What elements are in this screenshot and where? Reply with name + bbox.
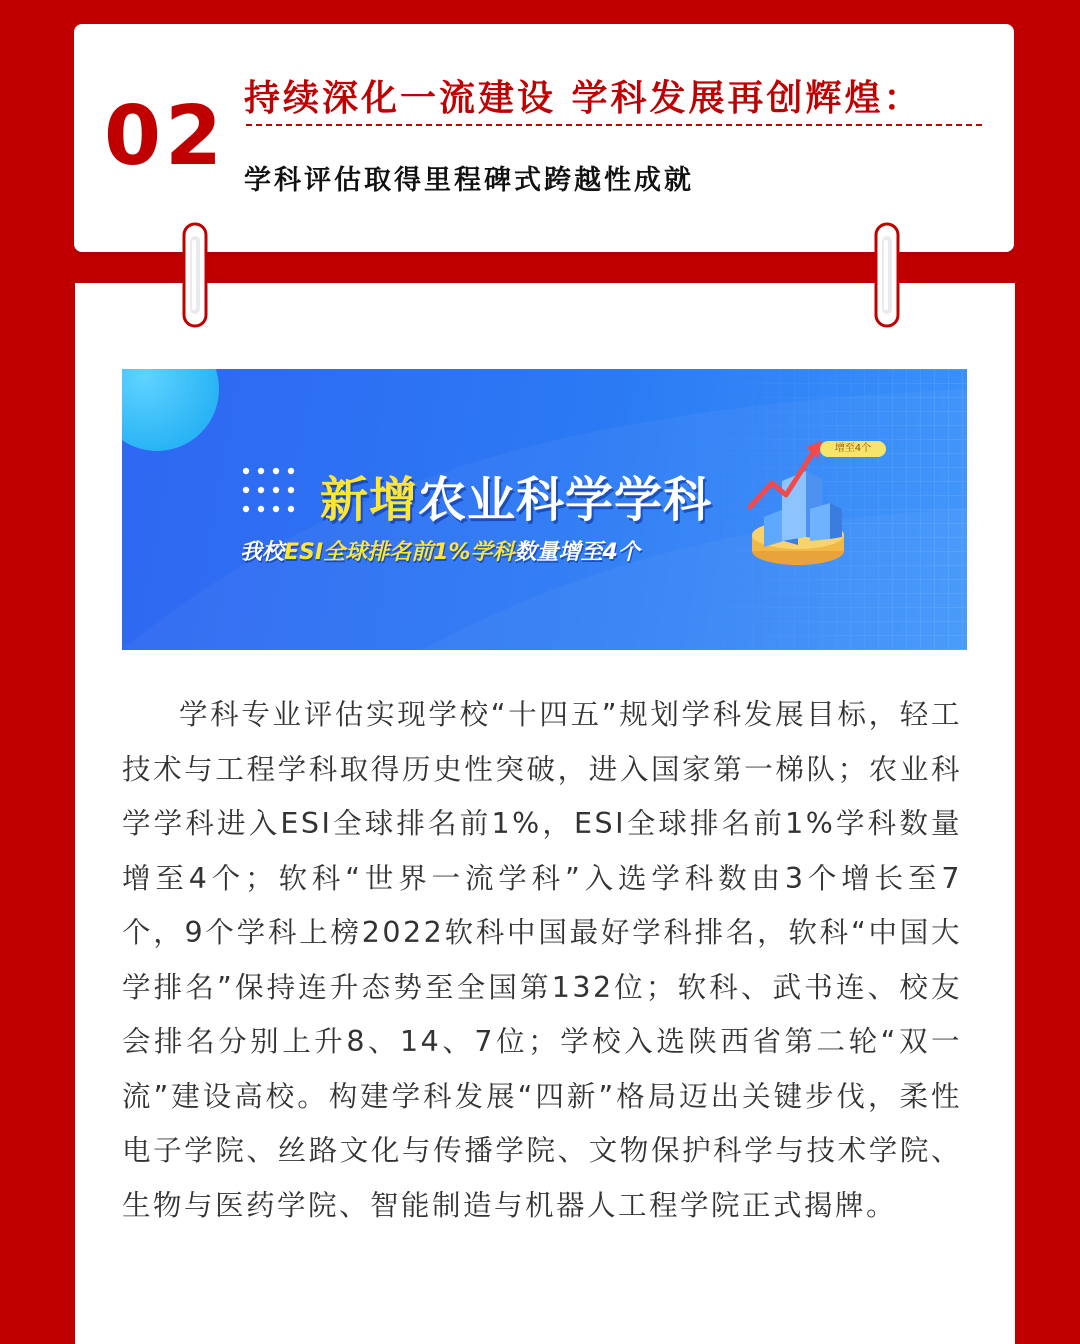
banner-subtitle-highlight: ESI全球排名前1%学科 — [284, 540, 515, 565]
banner — [122, 369, 967, 650]
banner-title — [320, 461, 712, 530]
binder-ring-left-icon — [180, 222, 210, 328]
section-subtitle: 学科评估取得里程碑式跨越性成就 — [244, 165, 694, 196]
banner-subtitle-suffix: 数量增至4个 — [514, 540, 640, 565]
header-card — [74, 24, 1014, 252]
banner-title-highlight: 新增 — [320, 472, 419, 528]
section-title: 持续深化一流建设 学科发展再创辉煌： — [244, 78, 923, 119]
title-divider — [246, 124, 982, 126]
body-paragraph: 学科专业评估实现学校“十四五”规划学科发展目标，轻工技术与工程学科取得历史性突破，进入国家第一梯队；农业科学学科进入ESI全球排名前1%，ESI全球排名前1%学科数量增至4个；软科“世界一流学科”入选学科数由3个增长至7个，9个学科上榜2022软科中国最好学科排名，软科“中国大学排名”保持连升态势至全国第132位；软科、武书连、校友会排名分别上升8、14、7位；学校入选陕西省第二轮“双一流”建设高校。构建学科发展“四新”格局迈出关键步伐，柔性电子学院、丝路文化与传播学院、文物保护科学与技术学院、生物与医药学院、智能制造与机器人工程学院正式揭牌。 — [122, 698, 962, 1222]
binder-ring-right-icon — [872, 222, 902, 328]
section-number: 02 — [104, 89, 227, 184]
dots-decoration — [243, 468, 294, 512]
banner-badge: 增至4个 — [820, 441, 886, 457]
banner-title-rest: 农业科学学科 — [418, 472, 713, 528]
banner-subtitle-prefix: 我校 — [240, 540, 285, 565]
banner-subtitle — [240, 535, 640, 566]
